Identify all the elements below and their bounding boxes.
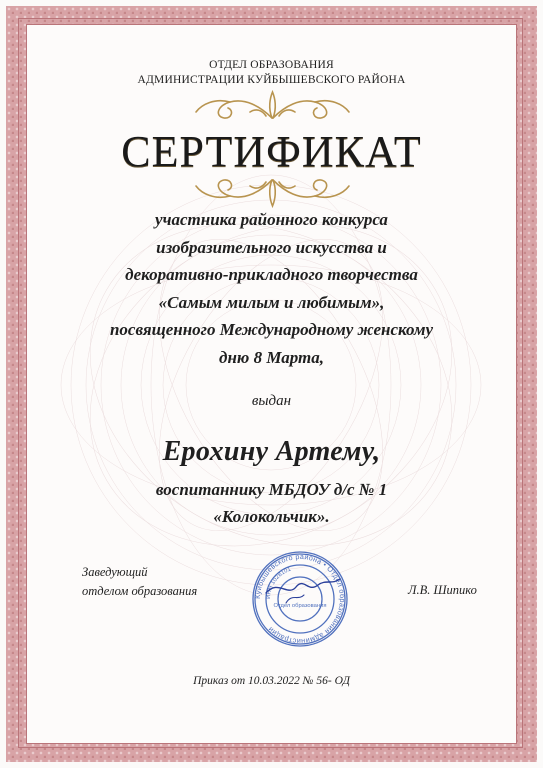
gold-ornament-top — [190, 88, 355, 122]
order-reference: Приказ от 10.03.2022 № 56- ОД — [193, 675, 350, 687]
issued-label: выдан — [251, 393, 292, 409]
description-line: посвященного Международному женскому — [109, 320, 434, 339]
signature-flourish — [286, 595, 304, 603]
official-stamp — [248, 549, 352, 649]
certificate-description — [26, 206, 517, 371]
stamp-outer-text: Куйбышевского района • Отдел образования администрации — [252, 551, 348, 647]
signatory-title — [82, 563, 197, 601]
issuing-department — [26, 58, 517, 88]
description-line: дню 8 Марта, — [219, 347, 324, 367]
signatory-name: Л.В. Шипико — [408, 583, 477, 597]
stamp-inner-text: ИНН 1028101 — [265, 566, 292, 600]
signatory-title-line-1: Заведующий — [82, 565, 148, 579]
department-line-1: ОТДЕЛ ОБРАЗОВАНИЯ — [209, 59, 334, 71]
description-line: «Самым милым и любимым», — [158, 292, 385, 312]
certificate-title: СЕРТИФИКАТ — [121, 127, 422, 176]
gold-ornament-bottom — [190, 176, 355, 210]
description-line: участника районного конкурса — [155, 210, 388, 229]
description-line: изобразительного искусства и — [156, 237, 387, 257]
recipient-institution-name: «Колокольчик». — [213, 507, 330, 526]
signatory-title-line-2: отделом образования — [82, 584, 198, 598]
recipient-name: Ерохину Артему, — [162, 436, 381, 467]
department-line-2: АДМИНИСТРАЦИИ КУЙБЫШЕВСКОГО РАЙОНА — [137, 74, 406, 86]
recipient-details — [26, 476, 517, 530]
stamp-center-text: Отдел образования — [273, 603, 327, 609]
description-line: декоративно-прикладного творчества — [125, 265, 418, 284]
svg-text:Куйбышевского района • Отдел о — [253, 552, 347, 646]
recipient-institution: воспитаннику МБДОУ д/с № 1 — [155, 480, 388, 499]
